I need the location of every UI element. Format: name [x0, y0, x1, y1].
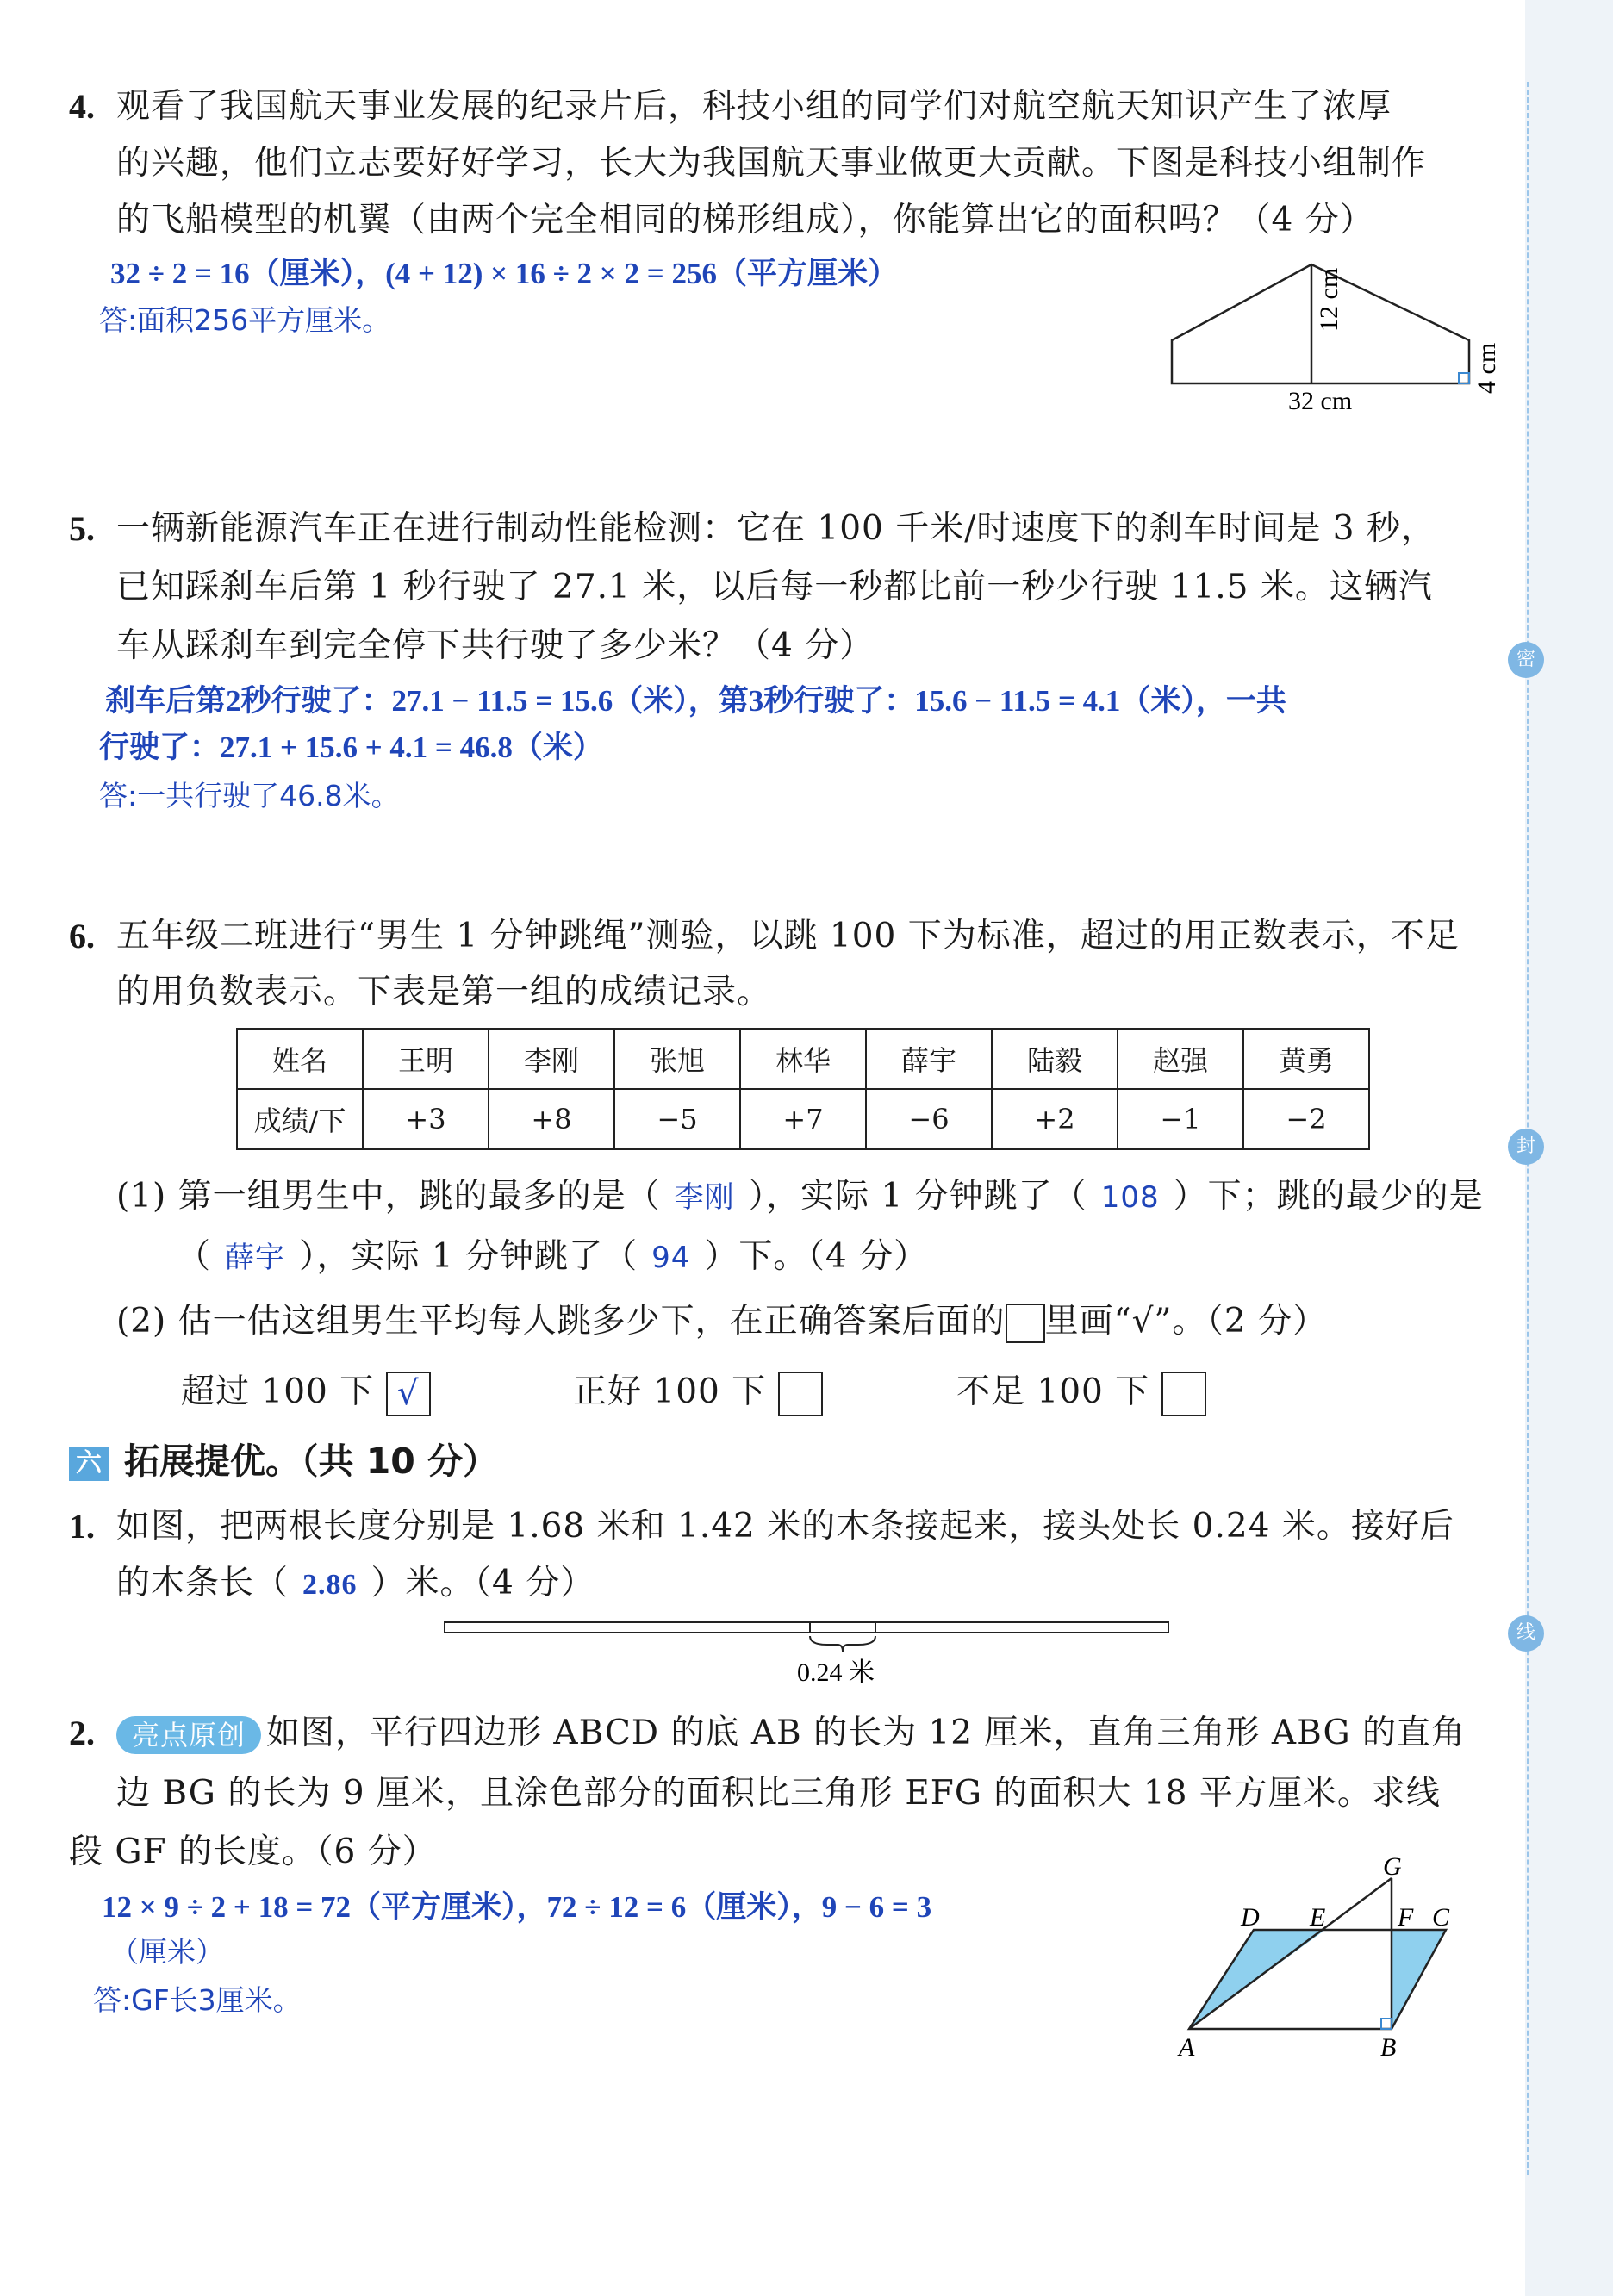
- point-label-c: C: [1432, 1903, 1450, 1932]
- q4-text-line1: 观看了我国航天事业发展的纪录片后，科技小组的同学们对航空航天知识产生了浓厚: [116, 87, 1392, 126]
- diagram-base-label: 32 cm: [1288, 387, 1353, 415]
- table-cell: −5: [614, 1089, 740, 1149]
- q6-number: 6.: [69, 917, 95, 955]
- s2-number: 2.: [69, 1714, 95, 1752]
- q6-text-line2: 的用负数表示。下表是第一组的成绩记录。: [116, 973, 772, 1011]
- s1-number: 1.: [69, 1507, 95, 1546]
- original-highlight-badge: 亮点原创: [116, 1716, 261, 1754]
- seal-label-mi: 密: [1508, 642, 1544, 678]
- table-row: [237, 1029, 1369, 1089]
- q4-text-line2: 的兴趣，他们立志要好好学习，长大为我国航天事业做更大贡献。下图是科技小组制作: [116, 144, 1427, 183]
- q6-option-under: 不足 100 下: [956, 1363, 1206, 1422]
- table-cell: 黄勇: [1243, 1029, 1369, 1089]
- q5-number: 5.: [69, 509, 95, 548]
- q5-answer-line1: 刹车后第2秒行驶了：27.1 − 11.5 = 15.6（米），第3秒行驶了：15.6 − 11.5 = 4.1（米），一共: [105, 684, 1286, 718]
- table-cell: +3: [363, 1089, 489, 1149]
- parallelogram-diagram: [1172, 1852, 1499, 2068]
- diagram-height-label: 12 cm: [1315, 267, 1343, 332]
- point-label-e: E: [1310, 1903, 1326, 1932]
- s1-text-line2: 的木条长（ 2.86 ）米。（4 分）: [116, 1564, 595, 1602]
- point-label-b: B: [1380, 2033, 1397, 2062]
- section-six-heading: 六 拓展提优。（共 10 分）: [69, 1433, 498, 1484]
- q6-text-line1: 五年级二班进行“男生 1 分钟跳绳”测验，以跳 100 下为标准，超过的用正数表示，不足: [116, 917, 1460, 955]
- table-cell: +2: [992, 1089, 1118, 1149]
- table-cell: −2: [1243, 1089, 1369, 1149]
- point-label-f: F: [1398, 1903, 1414, 1932]
- seal-label-xian: 线: [1508, 1615, 1544, 1652]
- table-header-score: 成绩/下: [237, 1089, 363, 1149]
- q6-answer-most-name: 李刚: [674, 1180, 735, 1215]
- section-six-icon: 六: [69, 1447, 109, 1481]
- table-cell: −6: [866, 1089, 992, 1149]
- s2-answer-line1: 12 × 9 ÷ 2 + 18 = 72（平方厘米），72 ÷ 12 = 6（厘米），9 − 6 = 3: [102, 1890, 932, 1924]
- s1-answer: 2.86: [302, 1569, 358, 1601]
- table-cell: 陆毅: [992, 1029, 1118, 1089]
- point-label-g: G: [1383, 1852, 1402, 1881]
- table-cell: −1: [1118, 1089, 1243, 1149]
- s1-text-line1: 如图，把两根长度分别是 1.68 米和 1.42 米的木条接起来，接头处长 0.24 米。接好后: [116, 1507, 1454, 1546]
- s2-answer-line2: （厘米）: [110, 1935, 224, 1969]
- table-cell: 薛宇: [866, 1029, 992, 1089]
- diagram-side-label: 4 cm: [1473, 342, 1501, 394]
- sample-check-box: [1006, 1304, 1045, 1343]
- table-cell: 王明: [363, 1029, 489, 1089]
- table-row: [237, 1089, 1369, 1149]
- q6-answer-most-count: 108: [1100, 1180, 1160, 1215]
- q5-answer-line3: 答:一共行驶了46.8米。: [99, 779, 400, 812]
- table-cell: 张旭: [614, 1029, 740, 1089]
- overlap-label: 0.24 米: [797, 1658, 875, 1687]
- wing-trapezoid-diagram: [1155, 254, 1516, 426]
- jump-rope-record-table: [236, 1028, 1370, 1150]
- point-label-d: D: [1241, 1903, 1260, 1932]
- seal-label-feng: 封: [1508, 1129, 1544, 1165]
- s2-text-line1: 亮点原创 如图，平行四边形 ABCD 的底 AB 的长为 12 厘米，直角三角形 ABG 的直角: [116, 1704, 1466, 1763]
- q6-option-under-checkbox[interactable]: [1161, 1372, 1206, 1416]
- q6-sub1-line1: (1) 第一组男生中，跳的最多的是（ 李刚 ），实际 1 分钟跳了（ 108 ）下；跳的最少的是: [116, 1177, 1484, 1216]
- q4-text-line3: 的飞船模型的机翼（由两个完全相同的梯形组成），你能算出它的面积吗？（4 分）: [116, 201, 1374, 240]
- q4-answer-line1: 32 ÷ 2 = 16（厘米），(4 + 12) × 16 ÷ 2 × 2 = 256（平方厘米）: [110, 257, 898, 290]
- q6-option-exact-checkbox[interactable]: [778, 1372, 823, 1416]
- q6-answer-least-count: 94: [651, 1241, 691, 1275]
- q6-option-over-checkbox[interactable]: √: [386, 1372, 431, 1416]
- q4-number: 4.: [69, 87, 95, 126]
- s2-answer-line3: 答:GF长3厘米。: [93, 1983, 302, 2017]
- wood-strips-diagram: [439, 1614, 1180, 1691]
- q5-text-line2: 已知踩刹车后第 1 秒行驶了 27.1 米，以后每一秒都比前一秒少行驶 11.5 米。这辆汽: [116, 568, 1433, 607]
- q6-option-exact: 正好 100 下: [573, 1363, 823, 1422]
- table-cell: 赵强: [1118, 1029, 1243, 1089]
- q6-answer-least-name: 薛宇: [225, 1241, 286, 1275]
- table-cell: 李刚: [489, 1029, 614, 1089]
- s2-text-line3: 段 GF 的长度。（6 分）: [69, 1832, 437, 1871]
- q4-answer-line2: 答:面积256平方厘米。: [99, 303, 391, 337]
- table-header-name: 姓名: [237, 1029, 363, 1089]
- q5-text-line1: 一辆新能源汽车正在进行制动性能检测：它在 100 千米/时速度下的刹车时间是 3 秒，: [116, 509, 1436, 548]
- table-cell: +8: [489, 1089, 614, 1149]
- q5-text-line3: 车从踩刹车到完全停下共行驶了多少米？（4 分）: [116, 626, 875, 665]
- table-cell: +7: [740, 1089, 866, 1149]
- q5-answer-line2: 行驶了：27.1 + 15.6 + 4.1 = 46.8（米）: [99, 731, 603, 764]
- s2-text-line2: 边 BG 的长为 9 厘米，且涂色部分的面积比三角形 EFG 的面积大 18 平方厘米。求线: [116, 1774, 1441, 1813]
- q6-option-over: 超过 100 下 √: [181, 1363, 431, 1422]
- table-cell: 林华: [740, 1029, 866, 1089]
- q6-sub2-line: (2) 估一估这组男生平均每人跳多少下，在正确答案后面的 里画“√”。（2 分）: [116, 1292, 1327, 1351]
- q6-sub1-line2: （ 薛宇 ），实际 1 分钟跳了（ 94 ）下。（4 分）: [177, 1237, 929, 1276]
- point-label-a: A: [1179, 2033, 1195, 2062]
